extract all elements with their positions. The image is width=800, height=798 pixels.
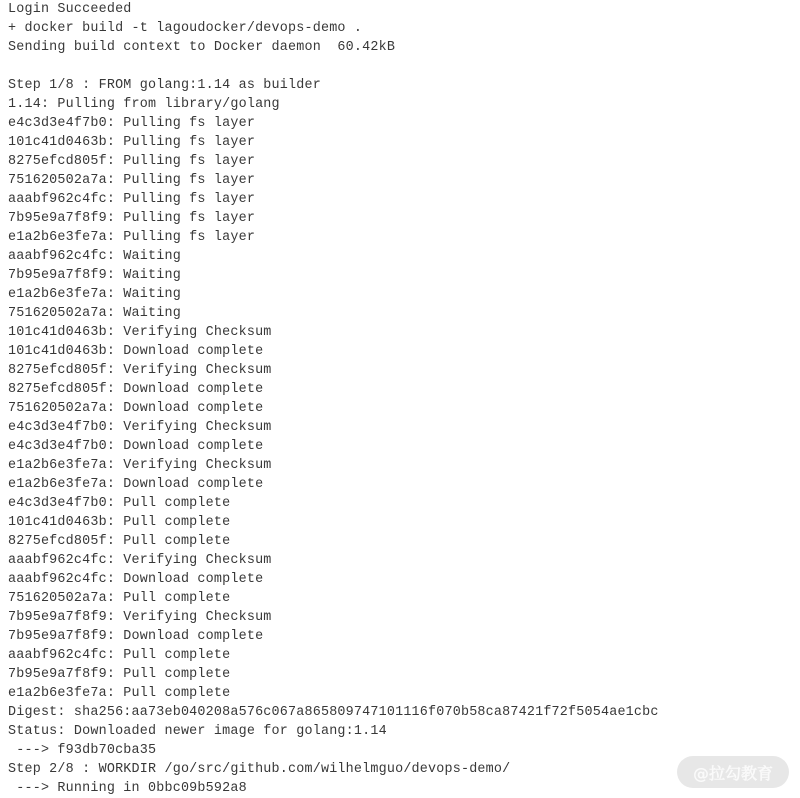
- terminal-line: aaabf962c4fc: Pull complete: [8, 648, 231, 663]
- terminal-line: aaabf962c4fc: Verifying Checksum: [8, 553, 272, 568]
- terminal-line: aaabf962c4fc: Download complete: [8, 572, 264, 587]
- terminal-line: e1a2b6e3fe7a: Download complete: [8, 477, 264, 492]
- terminal-line: e4c3d3e4f7b0: Pull complete: [8, 496, 231, 511]
- terminal-line: 101c41d0463b: Verifying Checksum: [8, 325, 272, 340]
- terminal-line: 101c41d0463b: Pull complete: [8, 515, 231, 530]
- terminal-line: 751620502a7a: Pulling fs layer: [8, 173, 256, 188]
- terminal-line: 7b95e9a7f8f9: Pull complete: [8, 667, 231, 682]
- terminal-line: 8275efcd805f: Download complete: [8, 382, 264, 397]
- terminal-line: 751620502a7a: Waiting: [8, 306, 181, 321]
- terminal-line: aaabf962c4fc: Waiting: [8, 249, 181, 264]
- terminal-line: e4c3d3e4f7b0: Pulling fs layer: [8, 116, 256, 131]
- terminal-line: Login Succeeded: [8, 2, 132, 17]
- terminal-line: e1a2b6e3fe7a: Verifying Checksum: [8, 458, 272, 473]
- terminal-line: 751620502a7a: Pull complete: [8, 591, 231, 606]
- terminal-line: + docker build -t lagoudocker/devops-demo .: [8, 21, 363, 36]
- terminal-line: 101c41d0463b: Download complete: [8, 344, 264, 359]
- terminal-line: ---> Running in 0bbc09b592a8: [8, 781, 247, 796]
- terminal-line: e4c3d3e4f7b0: Verifying Checksum: [8, 420, 272, 435]
- terminal-line: Status: Downloaded newer image for golang:1.14: [8, 724, 387, 739]
- terminal-line: Step 1/8 : FROM golang:1.14 as builder: [8, 78, 321, 93]
- terminal-line: Sending build context to Docker daemon 60.42kB: [8, 40, 396, 55]
- terminal-line: Digest: sha256:aa73eb040208a576c067a865809747101116f070b58ca87421f72f5054ae1cbc: [8, 705, 659, 720]
- terminal-line: 7b95e9a7f8f9: Verifying Checksum: [8, 610, 272, 625]
- terminal-line: 1.14: Pulling from library/golang: [8, 97, 280, 112]
- terminal-line: 7b95e9a7f8f9: Pulling fs layer: [8, 211, 256, 226]
- terminal-line: aaabf962c4fc: Pulling fs layer: [8, 192, 256, 207]
- terminal-line: e1a2b6e3fe7a: Pull complete: [8, 686, 231, 701]
- terminal-line: e1a2b6e3fe7a: Waiting: [8, 287, 181, 302]
- watermark-badge: [677, 756, 789, 788]
- terminal-line: e1a2b6e3fe7a: Pulling fs layer: [8, 230, 256, 245]
- terminal-line: [8, 57, 800, 76]
- terminal-line: 7b95e9a7f8f9: Download complete: [8, 629, 264, 644]
- terminal-line: ---> f93db70cba35: [8, 743, 157, 758]
- terminal-line: 8275efcd805f: Pull complete: [8, 534, 231, 549]
- terminal-line: 7b95e9a7f8f9: Waiting: [8, 268, 181, 283]
- terminal-line: 8275efcd805f: Pulling fs layer: [8, 154, 256, 169]
- terminal-line: 751620502a7a: Download complete: [8, 401, 264, 416]
- terminal-line: e4c3d3e4f7b0: Download complete: [8, 439, 264, 454]
- watermark-label: @拉勾教育: [692, 763, 773, 783]
- terminal-line: 8275efcd805f: Verifying Checksum: [8, 363, 272, 378]
- terminal-line: Step 2/8 : WORKDIR /go/src/github.com/wilhelmguo/devops-demo/: [8, 762, 511, 777]
- terminal-line: 101c41d0463b: Pulling fs layer: [8, 135, 256, 150]
